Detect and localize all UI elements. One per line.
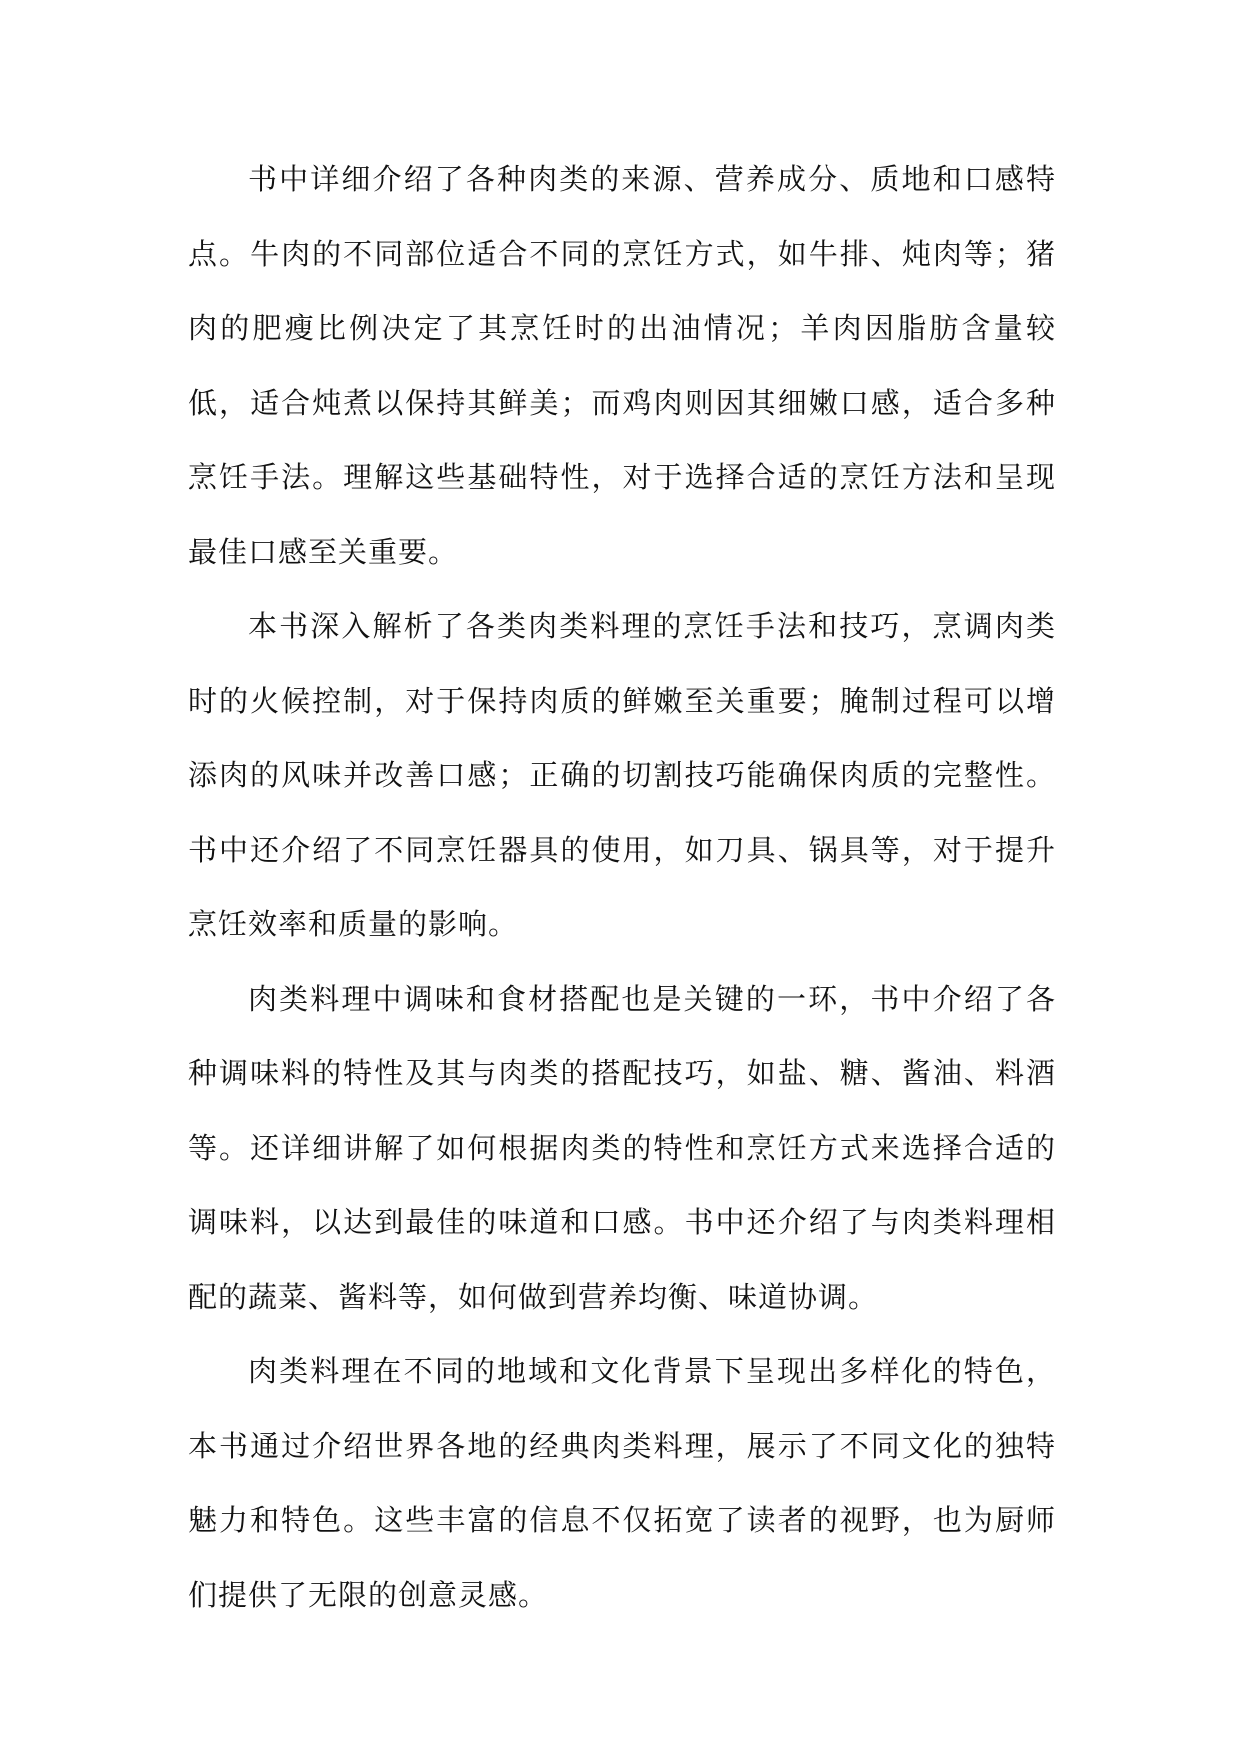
paragraph-meat-characteristics: 书中详细介绍了各种肉类的来源、营养成分、质地和口感特点。牛肉的不同部位适合不同的烹饪方式，如牛排、炖肉等；猪肉的肥瘦比例决定了其烹饪时的出油情况；羊肉因脂肪含量较低，适合炖煮以保持其鲜美；而鸡肉则因其细嫩口感，适合多种烹饪手法。理解这些基础特性，对于选择合适的烹饪方法和呈现最佳口感至关重要。 [188,162,1056,569]
paragraph-regional-cuisine: 肉类料理在不同的地域和文化背景下呈现出多样化的特色，本书通过介绍世界各地的经典肉类料理，展示了不同文化的独特魅力和特色。这些丰富的信息不仅拓宽了读者的视野，也为厨师们提供了无限的创意灵感。 [188,1354,1056,1612]
paragraph-cooking-techniques: 本书深入解析了各类肉类料理的烹饪手法和技巧，烹调肉类时的火候控制，对于保持肉质的鲜嫩至关重要；腌制过程可以增添肉的风味并改善口感；正确的切割技巧能确保肉质的完整性。书中还介绍了不同烹饪器具的使用，如刀具、锅具等，对于提升烹饪效率和质量的影响。 [188,609,1056,941]
paragraph-seasoning-pairing: 肉类料理中调味和食材搭配也是关键的一环，书中介绍了各种调味料的特性及其与肉类的搭配技巧，如盐、糖、酱油、料酒等。还详细讲解了如何根据肉类的特性和烹饪方式来选择合适的调味料，以达到最佳的味道和口感。书中还介绍了与肉类料理相配的蔬菜、酱料等，如何做到营养均衡、味道协调。 [188,981,1056,1314]
document-body [188,142,1056,1632]
